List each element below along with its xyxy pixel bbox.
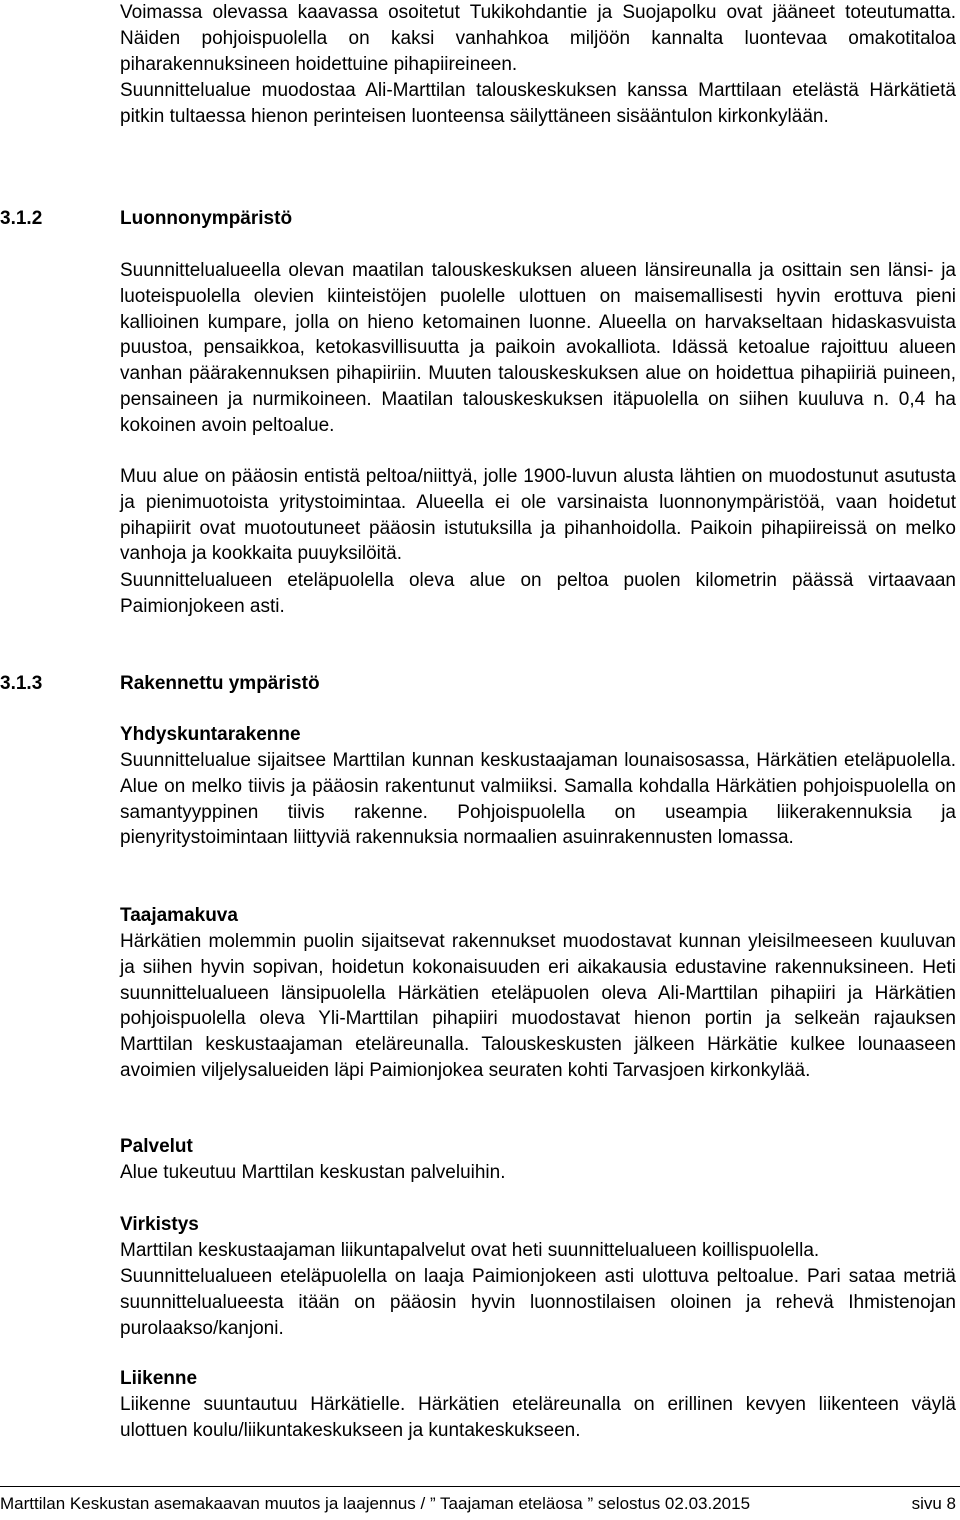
section-312-paragraph-1: Suunnittelualueella olevan maatilan talouskeskuksen alueen länsireunalla ja osittain sen länsi- ja luoteispuolella olevien kiinteistöjen puolelle ulottuen on maisemallisesti hyvin erottuva pieni kallioinen kumpare, jolla on hieno ketomainen luonne. Alueella on harvakseltaan hidaskasvuista puustoa, pensaikkoa, ketokasvillisuutta ja paikoin avokalliota. Idässä ketoalue rajoittuu alueen vanhan päärakennuksen pihapiiriin. Muuten talouskeskuksen alue on hoidettua pihapiiriä puineen, pensaineen ja nurmikoineen. Maatilan talouskeskuksen itäpuolella on siihen kuuluva n. 0,4 ha kokoinen avoin peltoalue. [120,260,956,436]
footer-divider [0,1486,960,1487]
section-312-number: 3.1.2 [0,208,43,229]
yhdyskuntarakenne-heading: Yhdyskuntarakenne [120,724,301,745]
taajamakuva-text: Härkätien molemmin puolin sijaitsevat rakennukset muodostavat kunnan yleisilmeeseen kuuluvan ja siihen hyvin sopivan, hoidetun kokonaisuuden eri aikakausia edustavine rakennuksineen. Heti suunnittelualueen länsipuolella Härkätien eteläpuolen oleva Ali-Marttilan pihapiiri ja Härkätien pohjoispuolella oleva Yli-Marttilan pihapiiri muodostavat hienon portin ja selkeän rajauksen Marttilan keskustaajaman eteläreunalla. Talouskeskusten jälkeen Härkätie kulkee lounaaseen avoimien viljelysalueiden läpi Paimionjokea seuraten kohti Tarvasjoen kirkonkylää. [120,931,956,1081]
footer-page-number: sivu 8 [911,1494,956,1513]
intro-paragraph-2: Suunnittelualue muodostaa Ali-Marttilan talouskeskuksen kanssa Marttilaan etelästä Härkätietä pitkin tultaessa hienon perinteisen luonteensa säilyttäneen sisääntulon kirkonkylään. [120,80,956,127]
palvelut-text: Alue tukeutuu Marttilan keskustan palveluihin. [120,1162,506,1183]
virkistys-paragraph-1: Marttilan keskustaajaman liikuntapalvelut ovat heti suunnittelualueen koillispuolella. [120,1240,820,1261]
section-313-number: 3.1.3 [0,673,43,694]
section-313-title: Rakennettu ympäristö [120,673,320,694]
virkistys-paragraph-2: Suunnittelualueen eteläpuolella on laaja Paimionjokeen asti ulottuva peltoalue. Pari sataa metriä suunnittelualueesta itään on pääosin hyvin luonnostilaisen oloinen ja rehevä Ihmistenojan purolaakso/kanjoni. [120,1266,956,1339]
yhdyskuntarakenne-text: Suunnittelualue sijaitsee Marttilan kunnan keskustaajaman lounaisosassa, Härkätien eteläpuolella. Alue on melko tiivis ja pääosin rakentunut valmiiksi. Samalla kohdalla Härkätien pohjoispuolella on samantyyppinen tiivis rakenne. Pohjoispuolella on useampia liikerakennuksia ja pienyritystoimintaan liittyviä rakennuksia normaalien asuinrakennusten lomassa. [120,750,956,849]
taajamakuva-heading: Taajamakuva [120,905,238,926]
liikenne-heading: Liikenne [120,1368,198,1389]
section-312-paragraph-2: Muu alue on pääosin entistä peltoa/niittyä, jolle 1900-luvun alusta lähtien on muodostunut asutusta ja pienimuotoista yritystoimintaa. Alueella ei ole varsinaista luonnonympäristöä, vaan hoidetut pihapiirit ovat muotoutuneet pääosin istutuksilla ja pihanhoidolla. Paikoin pihapiireissä on melko vanhoja ja kookkaita puuyksilöitä. [120,466,956,565]
palvelut-heading: Palvelut [120,1136,193,1157]
virkistys-heading: Virkistys [120,1214,199,1235]
intro-paragraph-1: Voimassa olevassa kaavassa osoitetut Tukikohdantie ja Suojapolku ovat jääneet toteutumatta. Näiden pohjoispuolella on kaksi vanhahkoa miljöön kannalta luontevaa omakotitaloa piharakennuksineen hoidettuine pihapiireineen. [120,2,956,75]
liikenne-text: Liikenne suuntautuu Härkätielle. Härkätien eteläreunalla on erillinen kevyen liikenteen väylä ulottuen koulu/liikuntakeskukseen ja kuntakeskukseen. [120,1394,956,1441]
section-312-paragraph-3: Suunnittelualueen eteläpuolella oleva alue on peltoa puolen kilometrin päässä virtaavaan Paimionjokeen asti. [120,570,956,617]
footer-document-title: Marttilan Keskustan asemakaavan muutos ja laajennus / ” Taajaman eteläosa ” selostus 02.03.2015 [0,1494,751,1513]
section-312-title: Luonnonympäristö [120,208,293,229]
